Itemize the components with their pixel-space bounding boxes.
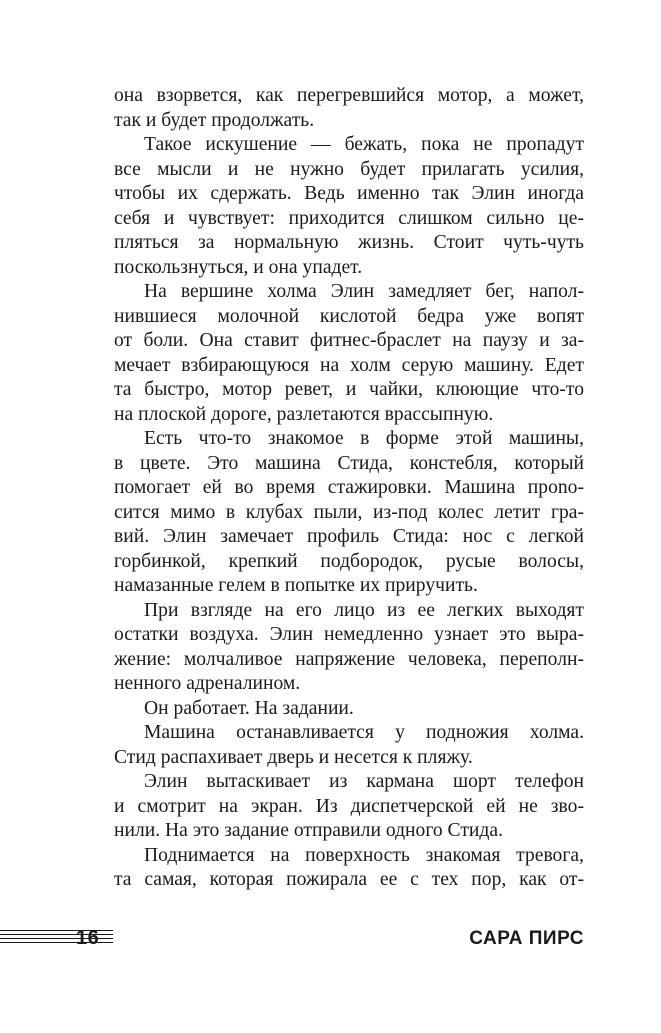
text-line: от боли. Она ставит фитнес-браслет на паузу и за- [114, 330, 584, 351]
text-line: сится мимо в клубах пыли, из-под колес летит гра- [114, 501, 584, 523]
text-line: Он работает. На задании. [144, 697, 354, 719]
page-number: 16 [76, 927, 100, 949]
text-line: так и будет продолжать. [114, 109, 315, 131]
text-line: Машина останавливается у подножия холма. [144, 722, 584, 743]
text-line: та быстро, мотор ревет, и чайки, клюющие что-то [114, 379, 584, 400]
text-line: та самая, которая пожирала ее с тех пор, как от- [114, 869, 584, 890]
text-line: все мысли и не нужно будет прилагать усилия, [114, 158, 584, 180]
text-line: в цвете. Это машина Стида, констебля, который [114, 452, 584, 474]
text-line: на плоской дороге, разлетаются врассыпную. [114, 403, 494, 425]
text-line: При взгляде на его лицо из ее легких выходят [144, 599, 584, 621]
text-line: поскользнуться, и она упадет. [114, 256, 363, 278]
text-line: горбинкой, крепкий подбородок, русые волосы, [114, 550, 584, 572]
text-line: На вершине холма Элин замедляет бег, напол- [144, 281, 584, 302]
text-line: и смотрит на экран. Из диспетчерской ей не зво- [114, 795, 584, 817]
text-line: чтобы их сдержать. Ведь именно так Элин иногда [114, 183, 584, 204]
text-line: нили. На это задание отправили одного Стида. [114, 820, 503, 841]
running-footer-author: САРА ПИРС [469, 928, 584, 949]
text-line: Есть что-то знакомое в форме этой машины, [144, 428, 584, 449]
text-line: Такое искушение — бежать, пока не пропадут [144, 134, 584, 155]
text-line: помогает ей во время стажировки. Машина прono- [114, 477, 584, 498]
text-line: Стид распахивает дверь и несется к пляжу. [114, 746, 473, 768]
page-body [114, 84, 584, 893]
text-line: мечает взбирающуюся на холм серую машину. Едет [114, 354, 584, 376]
text-line: себя и чувствует: приходится слишком сильно це- [114, 207, 584, 229]
text-line: жение: молчаливое напряжение человека, переполн- [114, 648, 584, 670]
text-line: намазанные гелем в попытке их приручить. [114, 575, 478, 596]
text-line: вий. Элин замечает профиль Стида: нос с легкой [114, 526, 584, 547]
text-line: ненного адреналином. [114, 673, 301, 694]
text-line: она взорвется, как перегревшийся мотор, а может, [114, 85, 584, 106]
text-line: Элин вытаскивает из кармана шорт телефон [144, 771, 584, 792]
text-line: нившиеся молочной кислотой бедра уже вопят [114, 305, 584, 327]
text-line: остатки воздуха. Элин немедленно узнает это выра- [114, 624, 584, 645]
text-line: Поднимается на поверхность знакомая тревога, [144, 844, 584, 866]
text-line: пляться за нормальную жизнь. Стоит чуть-чуть [114, 232, 584, 253]
